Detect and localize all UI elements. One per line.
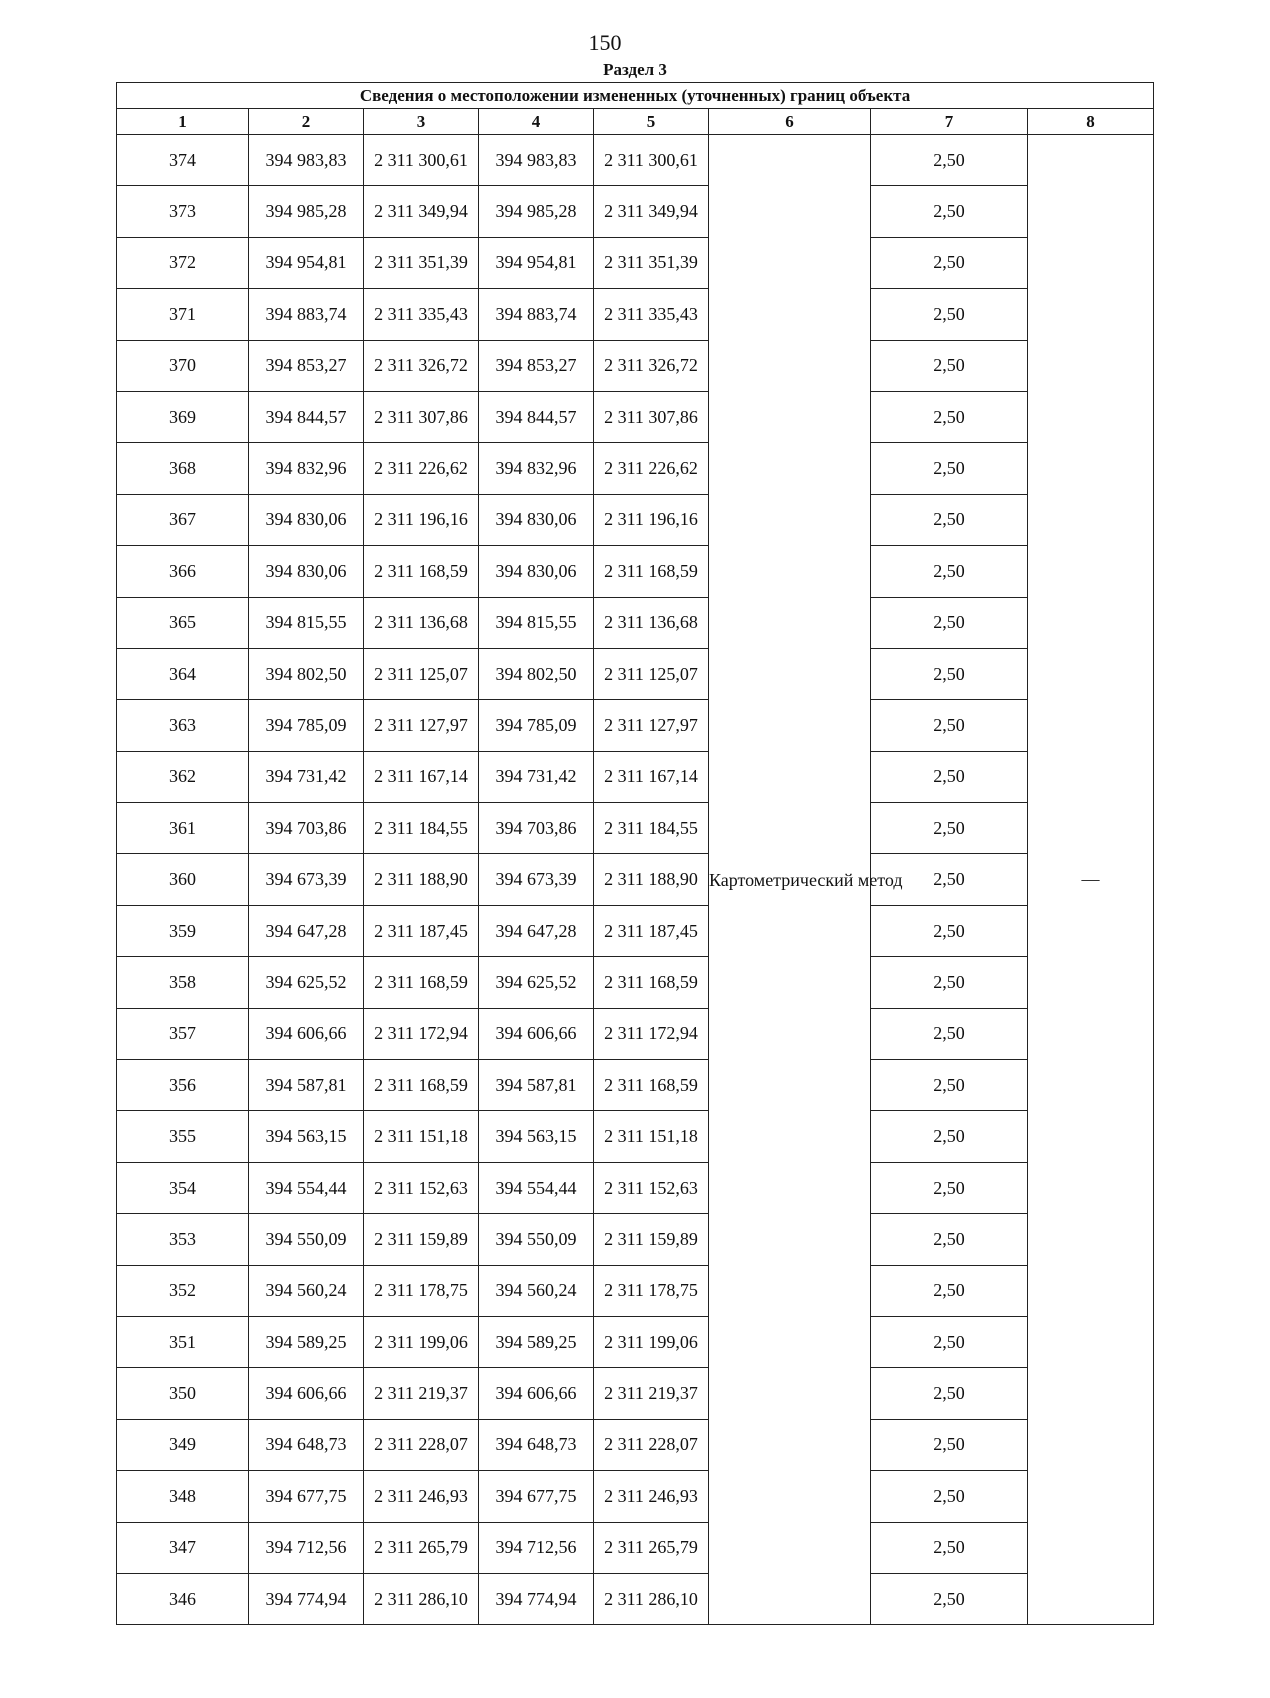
cell-n: 355 xyxy=(117,1111,249,1162)
cell-y2: 2 311 335,43 xyxy=(594,289,709,340)
cell-y2: 2 311 178,75 xyxy=(594,1265,709,1316)
cell-x2: 394 589,25 xyxy=(479,1316,594,1367)
cell-n: 347 xyxy=(117,1522,249,1573)
cell-y2: 2 311 307,86 xyxy=(594,391,709,442)
cell-n: 372 xyxy=(117,237,249,288)
cell-x1: 394 703,86 xyxy=(249,803,364,854)
cell-y1: 2 311 228,07 xyxy=(364,1419,479,1470)
cell-x1: 394 677,75 xyxy=(249,1471,364,1522)
cell-y1: 2 311 326,72 xyxy=(364,340,479,391)
cell-err: 2,50 xyxy=(871,494,1028,545)
cell-y1: 2 311 168,59 xyxy=(364,957,479,1008)
cell-err: 2,50 xyxy=(871,391,1028,442)
cell-n: 369 xyxy=(117,391,249,442)
table-row xyxy=(117,1522,1154,1573)
cell-err: 2,50 xyxy=(871,237,1028,288)
table-row xyxy=(117,1111,1154,1162)
cell-y2: 2 311 246,93 xyxy=(594,1471,709,1522)
cell-x2: 394 983,83 xyxy=(479,135,594,186)
cell-x2: 394 830,06 xyxy=(479,546,594,597)
table-row xyxy=(117,494,1154,545)
cell-x1: 394 554,44 xyxy=(249,1162,364,1213)
table-row xyxy=(117,1368,1154,1419)
table-row xyxy=(117,289,1154,340)
cell-y1: 2 311 286,10 xyxy=(364,1573,479,1624)
cell-y2: 2 311 159,89 xyxy=(594,1214,709,1265)
cell-err: 2,50 xyxy=(871,1008,1028,1059)
cell-x1: 394 648,73 xyxy=(249,1419,364,1470)
cell-y1: 2 311 184,55 xyxy=(364,803,479,854)
cell-y1: 2 311 187,45 xyxy=(364,905,479,956)
cell-err: 2,50 xyxy=(871,700,1028,751)
coordinates-table xyxy=(116,82,1154,1625)
cell-err: 2,50 xyxy=(871,1162,1028,1213)
cell-x2: 394 677,75 xyxy=(479,1471,594,1522)
cell-y2: 2 311 136,68 xyxy=(594,597,709,648)
cell-x2: 394 625,52 xyxy=(479,957,594,1008)
cell-y2: 2 311 152,63 xyxy=(594,1162,709,1213)
cell-x2: 394 673,39 xyxy=(479,854,594,905)
cell-y1: 2 311 196,16 xyxy=(364,494,479,545)
table-row xyxy=(117,1162,1154,1213)
cell-y2: 2 311 168,59 xyxy=(594,1060,709,1111)
cell-x1: 394 830,06 xyxy=(249,494,364,545)
cell-y2: 2 311 167,14 xyxy=(594,751,709,802)
cell-y2: 2 311 219,37 xyxy=(594,1368,709,1419)
cell-err: 2,50 xyxy=(871,905,1028,956)
cell-err: 2,50 xyxy=(871,803,1028,854)
cell-x2: 394 560,24 xyxy=(479,1265,594,1316)
table-row xyxy=(117,1316,1154,1367)
cell-x2: 394 832,96 xyxy=(479,443,594,494)
cell-y1: 2 311 159,89 xyxy=(364,1214,479,1265)
table-row xyxy=(117,135,1154,186)
cell-y1: 2 311 178,75 xyxy=(364,1265,479,1316)
cell-x2: 394 774,94 xyxy=(479,1573,594,1624)
cell-x1: 394 712,56 xyxy=(249,1522,364,1573)
table-row xyxy=(117,443,1154,494)
table-row xyxy=(117,957,1154,1008)
cell-err: 2,50 xyxy=(871,1522,1028,1573)
cell-y1: 2 311 265,79 xyxy=(364,1522,479,1573)
table-row xyxy=(117,340,1154,391)
column-number: 5 xyxy=(594,109,709,135)
cell-n: 352 xyxy=(117,1265,249,1316)
cell-x1: 394 731,42 xyxy=(249,751,364,802)
cell-x1: 394 560,24 xyxy=(249,1265,364,1316)
method-cell: Картометрический метод xyxy=(709,135,871,1625)
cell-y1: 2 311 335,43 xyxy=(364,289,479,340)
cell-x2: 394 731,42 xyxy=(479,751,594,802)
cell-n: 365 xyxy=(117,597,249,648)
cell-x2: 394 844,57 xyxy=(479,391,594,442)
cell-n: 367 xyxy=(117,494,249,545)
table-row xyxy=(117,597,1154,648)
cell-x1: 394 625,52 xyxy=(249,957,364,1008)
cell-err: 2,50 xyxy=(871,957,1028,1008)
cell-x1: 394 647,28 xyxy=(249,905,364,956)
cell-y1: 2 311 226,62 xyxy=(364,443,479,494)
cell-x1: 394 587,81 xyxy=(249,1060,364,1111)
table-row xyxy=(117,186,1154,237)
table-row xyxy=(117,751,1154,802)
cell-x2: 394 830,06 xyxy=(479,494,594,545)
cell-x2: 394 648,73 xyxy=(479,1419,594,1470)
cell-err: 2,50 xyxy=(871,546,1028,597)
cell-err: 2,50 xyxy=(871,1060,1028,1111)
cell-err: 2,50 xyxy=(871,751,1028,802)
cell-x1: 394 853,27 xyxy=(249,340,364,391)
cell-x1: 394 815,55 xyxy=(249,597,364,648)
cell-y2: 2 311 172,94 xyxy=(594,1008,709,1059)
cell-n: 362 xyxy=(117,751,249,802)
cell-y2: 2 311 286,10 xyxy=(594,1573,709,1624)
cell-n: 374 xyxy=(117,135,249,186)
cell-x2: 394 647,28 xyxy=(479,905,594,956)
column-number: 7 xyxy=(871,109,1028,135)
table-row xyxy=(117,700,1154,751)
cell-n: 370 xyxy=(117,340,249,391)
section-title: Раздел 3 xyxy=(603,60,667,79)
cell-x2: 394 606,66 xyxy=(479,1368,594,1419)
cell-err: 2,50 xyxy=(871,1111,1028,1162)
table-row xyxy=(117,1471,1154,1522)
table-row xyxy=(117,1419,1154,1470)
cell-x2: 394 785,09 xyxy=(479,700,594,751)
cell-err: 2,50 xyxy=(871,289,1028,340)
cell-y2: 2 311 196,16 xyxy=(594,494,709,545)
column-number: 6 xyxy=(709,109,871,135)
cell-x2: 394 954,81 xyxy=(479,237,594,288)
cell-x2: 394 587,81 xyxy=(479,1060,594,1111)
cell-n: 350 xyxy=(117,1368,249,1419)
table-row xyxy=(117,803,1154,854)
cell-x2: 394 883,74 xyxy=(479,289,594,340)
cell-err: 2,50 xyxy=(871,597,1028,648)
cell-x1: 394 550,09 xyxy=(249,1214,364,1265)
cell-x1: 394 673,39 xyxy=(249,854,364,905)
cell-err: 2,50 xyxy=(871,1316,1028,1367)
cell-n: 366 xyxy=(117,546,249,597)
cell-n: 363 xyxy=(117,700,249,751)
table-row xyxy=(117,391,1154,442)
cell-y2: 2 311 228,07 xyxy=(594,1419,709,1470)
table-row xyxy=(117,1060,1154,1111)
cell-y1: 2 311 246,93 xyxy=(364,1471,479,1522)
cell-y2: 2 311 188,90 xyxy=(594,854,709,905)
cell-err: 2,50 xyxy=(871,135,1028,186)
cell-x1: 394 985,28 xyxy=(249,186,364,237)
cell-y1: 2 311 151,18 xyxy=(364,1111,479,1162)
cell-y2: 2 311 127,97 xyxy=(594,700,709,751)
cell-y1: 2 311 136,68 xyxy=(364,597,479,648)
cell-n: 346 xyxy=(117,1573,249,1624)
column-number: 4 xyxy=(479,109,594,135)
cell-x1: 394 802,50 xyxy=(249,648,364,699)
cell-y1: 2 311 219,37 xyxy=(364,1368,479,1419)
table-row xyxy=(117,854,1154,905)
table-row xyxy=(117,237,1154,288)
cell-y2: 2 311 125,07 xyxy=(594,648,709,699)
column-number: 1 xyxy=(117,109,249,135)
column-numbers-row xyxy=(117,109,1154,135)
cell-err: 2,50 xyxy=(871,1573,1028,1624)
cell-x2: 394 712,56 xyxy=(479,1522,594,1573)
cell-x2: 394 554,44 xyxy=(479,1162,594,1213)
table-body xyxy=(117,135,1154,1625)
cell-y2: 2 311 168,59 xyxy=(594,546,709,597)
cell-x2: 394 606,66 xyxy=(479,1008,594,1059)
column-number: 2 xyxy=(249,109,364,135)
cell-err: 2,50 xyxy=(871,186,1028,237)
cell-n: 359 xyxy=(117,905,249,956)
cell-y2: 2 311 151,18 xyxy=(594,1111,709,1162)
cell-err: 2,50 xyxy=(871,1214,1028,1265)
cell-y1: 2 311 199,06 xyxy=(364,1316,479,1367)
cell-x1: 394 563,15 xyxy=(249,1111,364,1162)
cell-y1: 2 311 167,14 xyxy=(364,751,479,802)
cell-y1: 2 311 168,59 xyxy=(364,1060,479,1111)
cell-n: 360 xyxy=(117,854,249,905)
cell-x1: 394 606,66 xyxy=(249,1008,364,1059)
cell-x1: 394 954,81 xyxy=(249,237,364,288)
cell-x2: 394 985,28 xyxy=(479,186,594,237)
cell-n: 356 xyxy=(117,1060,249,1111)
cell-y2: 2 311 226,62 xyxy=(594,443,709,494)
cell-err: 2,50 xyxy=(871,340,1028,391)
cell-n: 373 xyxy=(117,186,249,237)
cell-y1: 2 311 127,97 xyxy=(364,700,479,751)
cell-y1: 2 311 152,63 xyxy=(364,1162,479,1213)
cell-n: 348 xyxy=(117,1471,249,1522)
cell-y2: 2 311 168,59 xyxy=(594,957,709,1008)
cell-x1: 394 589,25 xyxy=(249,1316,364,1367)
cell-y1: 2 311 349,94 xyxy=(364,186,479,237)
cell-y2: 2 311 265,79 xyxy=(594,1522,709,1573)
cell-x1: 394 883,74 xyxy=(249,289,364,340)
cell-y2: 2 311 184,55 xyxy=(594,803,709,854)
cell-x1: 394 983,83 xyxy=(249,135,364,186)
cell-x2: 394 815,55 xyxy=(479,597,594,648)
cell-n: 358 xyxy=(117,957,249,1008)
cell-n: 368 xyxy=(117,443,249,494)
cell-err: 2,50 xyxy=(871,648,1028,699)
cell-x2: 394 802,50 xyxy=(479,648,594,699)
cell-x2: 394 550,09 xyxy=(479,1214,594,1265)
cell-err: 2,50 xyxy=(871,1265,1028,1316)
cell-y1: 2 311 125,07 xyxy=(364,648,479,699)
cell-y2: 2 311 351,39 xyxy=(594,237,709,288)
cell-n: 354 xyxy=(117,1162,249,1213)
cell-y1: 2 311 307,86 xyxy=(364,391,479,442)
table-row xyxy=(117,546,1154,597)
cell-y2: 2 311 187,45 xyxy=(594,905,709,956)
cell-x1: 394 785,09 xyxy=(249,700,364,751)
cell-err: 2,50 xyxy=(871,1368,1028,1419)
cell-err: 2,50 xyxy=(871,854,1028,905)
cell-x1: 394 606,66 xyxy=(249,1368,364,1419)
column8-cell: — xyxy=(1028,135,1154,1625)
cell-x1: 394 774,94 xyxy=(249,1573,364,1624)
cell-n: 357 xyxy=(117,1008,249,1059)
table-row xyxy=(117,648,1154,699)
cell-y1: 2 311 172,94 xyxy=(364,1008,479,1059)
cell-y1: 2 311 188,90 xyxy=(364,854,479,905)
cell-y2: 2 311 349,94 xyxy=(594,186,709,237)
cell-err: 2,50 xyxy=(871,443,1028,494)
cell-n: 371 xyxy=(117,289,249,340)
cell-n: 353 xyxy=(117,1214,249,1265)
cell-x1: 394 832,96 xyxy=(249,443,364,494)
cell-n: 349 xyxy=(117,1419,249,1470)
cell-y2: 2 311 326,72 xyxy=(594,340,709,391)
column-number: 3 xyxy=(364,109,479,135)
cell-y1: 2 311 168,59 xyxy=(364,546,479,597)
column-number: 8 xyxy=(1028,109,1154,135)
cell-x2: 394 563,15 xyxy=(479,1111,594,1162)
cell-n: 364 xyxy=(117,648,249,699)
table-row xyxy=(117,1214,1154,1265)
page-number: 150 xyxy=(588,30,622,55)
table-row xyxy=(117,1573,1154,1624)
cell-err: 2,50 xyxy=(871,1419,1028,1470)
cell-err: 2,50 xyxy=(871,1471,1028,1522)
table-row xyxy=(117,1008,1154,1059)
cell-x2: 394 703,86 xyxy=(479,803,594,854)
cell-y1: 2 311 351,39 xyxy=(364,237,479,288)
table-caption: Сведения о местоположении измененных (уточненных) границ объекта xyxy=(117,83,1154,109)
cell-y2: 2 311 199,06 xyxy=(594,1316,709,1367)
cell-x2: 394 853,27 xyxy=(479,340,594,391)
table-row xyxy=(117,905,1154,956)
cell-n: 361 xyxy=(117,803,249,854)
cell-x1: 394 830,06 xyxy=(249,546,364,597)
cell-y1: 2 311 300,61 xyxy=(364,135,479,186)
table-row xyxy=(117,1265,1154,1316)
cell-n: 351 xyxy=(117,1316,249,1367)
cell-y2: 2 311 300,61 xyxy=(594,135,709,186)
cell-x1: 394 844,57 xyxy=(249,391,364,442)
